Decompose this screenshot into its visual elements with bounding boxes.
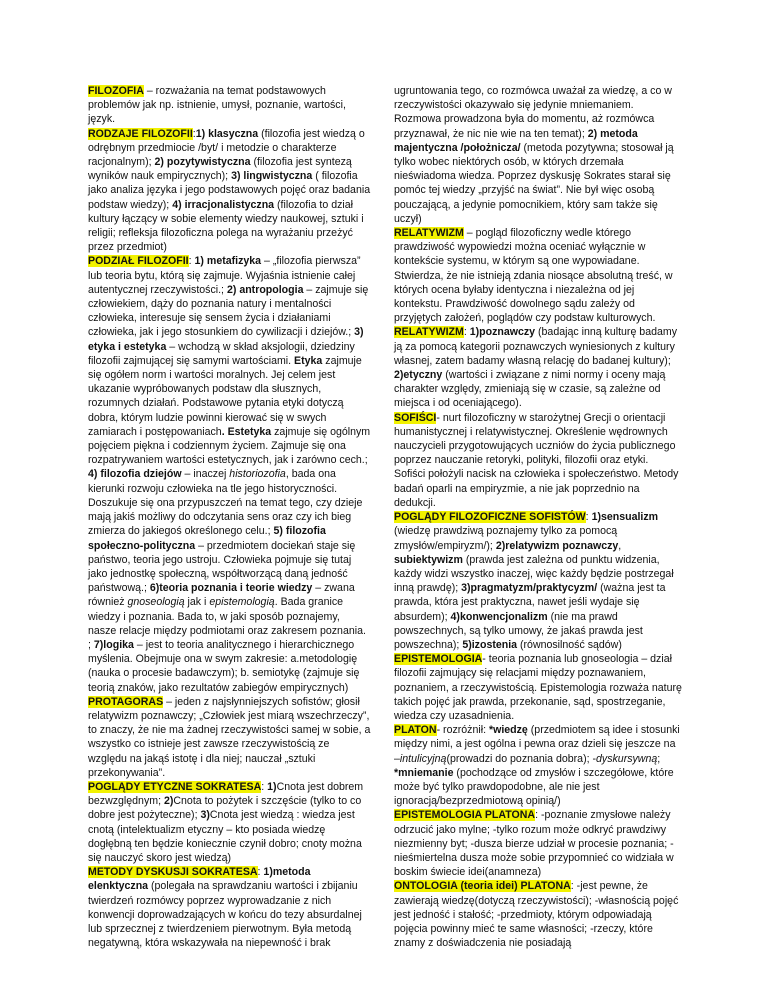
text-run: (równosilność sądów): [517, 638, 622, 651]
bold-term: 3)pragmatyzm/praktycyzm/: [461, 582, 598, 595]
bold-term: 3): [200, 809, 210, 822]
text-run: - teoria poznania lub gnoseologia – dział filozofii zajmujący się relacjami między poznawaniem, poznaniem, a rzeczywistością. Epistemologia rozważa naturę takich pojęć jak prawda, przekonanie, sąd, spostrzeganie, wiedza czy uzasadnienia.: [394, 653, 682, 722]
text-run: :: [188, 255, 195, 268]
paragraph: [88, 780, 371, 865]
text-run: – przedmiotem dociekań staje się państwo, teoria jego ustroju. Człowieka pojmuje się tutaj jako jednostkę społeczną, współtworzącą daną jedność państwową.;: [88, 539, 356, 595]
text-run: ,: [618, 539, 622, 552]
bold-term: Estetyka: [227, 425, 272, 438]
bold-term: Etyka: [294, 354, 323, 367]
bold-term: 2) metoda majentyczna /położnicza/: [394, 127, 638, 154]
bold-term: 4) irracjonalistyczna: [172, 198, 275, 211]
paragraph: [394, 411, 682, 510]
heading-term: RELATYWIZM: [394, 326, 464, 339]
text-run: zajmuje się ogółem norm i wartości moralnych. Jej celem jest ukazanie wypróbowanych podstaw dla słusznych, rozumnych działań. Podstawowe pytania etyki dotyczą dobra, którym ludzie powinni kierować się w swych zamiarach i postępowaniach: [88, 354, 362, 438]
heading-term: PROTAGORAS: [88, 695, 164, 708]
heading-term: EPISTEMOLOGIA PLATONA: [394, 809, 536, 822]
heading-term: METODY DYSKUSJI SOKRATESA: [88, 866, 258, 879]
text-run: (wartości i związane z nimi normy i oceny mają charakter względy, zmieniają się w czasie, są zależne od miejsca i od oceniającego).: [394, 369, 666, 410]
text-run: – inaczej: [181, 468, 230, 481]
text-run: – jest to teoria analitycznego i hierarchicznego myślenia. Obejmuje ona w swym zakresie: a.metodologię (nauka o procesie badawczym); b. semiotykę (zajmuje się teorią znaków, jako rezultatów zabiegów empirycznych): [88, 638, 360, 694]
left-column: [88, 84, 371, 950]
bold-term: 5)izostenia: [462, 638, 518, 651]
heading-term: POGLĄDY ETYCZNE SOKRATESA: [88, 780, 262, 793]
bold-term: 4)konwencjonalizm: [450, 610, 548, 623]
bold-term: 5) filozofia społeczno-polityczna: [88, 525, 326, 552]
text-run: - nurt filozoficzny w starożytnej Grecji o orientacji humanistycznej i relatywistycznej. Określenie wędrownych nauczycieli przygotowujących uczniów do życia publicznego poprzez nauczanie retoryki, polityki, filozofii oraz etyki. Sofiści położyli nacisk na człowieka i społeczeństwo. Metody badań oparli na empiryzmie, a nie jak poprzednio na dedukcji.: [394, 411, 679, 509]
text-run: ( filozofia jako analiza języka i jego podstawowych pojęć oraz badania podstaw wiedzy);: [88, 170, 371, 211]
text-run: – zajmuje się człowiekiem, dąży do poznania natury i mentalności człowieka, interesuje się sensem życia i działaniami człowieka, jak i jego stosunkiem do cywilizacji i dziejów.;: [88, 283, 369, 339]
heading-term: EPISTEMOLOGIA: [394, 653, 483, 666]
text-run: (wiedzę prawdziwą poznajemy tylko za pomocą zmysłów/empiryzm/);: [394, 525, 618, 552]
text-run: (pochodzące od zmysłów i szczegółowe, które może być tylko prawdopodobne, ale nie jest ignoracją/bezprzedmiotową opinią/): [394, 766, 674, 808]
text-run: ugruntowania tego, co rozmówca uważał za wiedzę, a co w rzeczywistości okazywało się jedynie mniemaniem. Rozmowa prowadzona była do momentu, aż rozmówca przyznawał, że nic nie wie na ten temat);: [394, 85, 672, 140]
text-run: – rozważania na temat podstawowych problemów jak np. istnienie, umysł, poznanie, wartości, język.: [88, 85, 346, 126]
bold-term: 2) pozytywistyczna: [154, 156, 251, 169]
italic-term: gnoseologią: [127, 596, 185, 609]
bold-term: 1): [267, 780, 277, 793]
text-run: (filozofia to dział kultury łączący w sobie elementy wiedzy naukowej, sztuki i religii; refleksja filozoficzna polega na wyrażaniu przeżyć przez przedmiot): [88, 198, 364, 254]
heading-term: POGLĄDY FILOZOFICZNE SOFISTÓW: [394, 511, 586, 524]
text-run: (filozofia jest wiedzą o odrębnym przedmiocie /byt/ i metodzie o charakterze racjonalnym);: [88, 127, 365, 169]
paragraph: [394, 226, 682, 325]
paragraph: [394, 84, 682, 226]
text-run: (metoda pozytywna; stosował ją tylko wobec niektórych osób, w których drzemała nieświadoma wiedza. Poprzez dyskusję Sokrates starał się pomóc tej wiedzy „przyjść na świat”. Nie był więc osobą pouczającą, a jedynie pomocnikiem, który sam także się uczył): [394, 141, 674, 225]
bold-term: 1)poznawczy: [469, 326, 536, 339]
text-run: (badając inną kulturę badamy ją za pomocą kategorii poznawczych wyniesionych z kultury własnej, zatem badamy własną relację do badanej kultury);: [394, 326, 677, 367]
paragraph: [88, 254, 371, 694]
bold-term: 6)teoria poznania i teorie wiedzy: [149, 582, 313, 595]
heading-term: RODZAJE FILOZOFII: [88, 127, 193, 140]
italic-term: epistemologią: [209, 596, 275, 609]
bold-term: 2)etyczny: [394, 369, 443, 382]
text-run: zajmuje się ogólnym pojęciem piękna i codziennym życiem. Zajmuje się ona rozpatrywaniem wartości estetycznych, jak i zarówno cech.;: [88, 425, 371, 467]
heading-term: ONTOLOGIA (teoria idei) PLATONA: [394, 880, 571, 893]
heading-term: PODZIAŁ FILOZOFII: [88, 255, 189, 268]
heading-term: RELATYWIZM: [394, 227, 464, 240]
paragraph: [394, 808, 682, 879]
text-run: (przedmiotem są idee i stosunki między nimi, a jest ogólna i pewna oraz dzieli się jeszcze na –: [394, 724, 680, 765]
text-run: (prowadzi do poznania dobra); -: [446, 752, 597, 765]
bold-term: *wiedzę: [488, 724, 528, 737]
text-run: – pogląd filozoficzny wedle którego prawdziwość wypowiedzi można oceniać wyłącznie w kontekście systemu, w którym są one wypowiadane. Stwierdza, że nie istnieją zdania niosące absolutną treść, w których ocena byłaby identyczna i niezależna od jej kontekstu. Prawdziwość dowolnego sądu zależy od przyjętych założeń, poglądów czy podstaw kulturowych.: [394, 227, 673, 325]
paragraph: [394, 325, 682, 410]
italic-term: dyskursywną: [596, 752, 658, 765]
text-run: (nie ma prawd powszechnych, są tylko umowy, że jakaś prawda jest powszechna);: [394, 610, 643, 651]
bold-term: 3) etyka i estetyka: [88, 326, 364, 353]
bold-term: 4) filozofia dziejów: [88, 468, 182, 481]
bold-term: 3) lingwistyczna: [231, 170, 313, 183]
italic-term: historiozofia: [229, 468, 286, 481]
text-run: (filozofia jest syntezą wyników nauk empirycznych);: [88, 156, 352, 183]
paragraph: [394, 879, 682, 950]
bold-term: 1) metafizyka: [194, 255, 262, 268]
bold-term: 2)relatywizm poznawczy: [495, 539, 619, 552]
bold-term: 1)sensualizm: [591, 511, 659, 524]
paragraph: [88, 84, 371, 127]
text-run: (polegała na sprawdzaniu wartości i zbijaniu twierdzeń rozmówcy poprzez wyprowadzanie z nich konwencji doprowadzających w końcu do tezy absurdalnej lub sprzecznej z twierdzeniem pierwotnym. Była metodą negatywną, która wskazywała na niepewność i brak: [88, 880, 362, 950]
text-run: (prawda jest zależna od punktu widzenia, każdy widzi wszystko inaczej, więc każdy będzie postrzegał inną prawdę);: [394, 553, 674, 595]
text-run: Cnota jest dobrem bezwzględnym;: [88, 780, 364, 808]
paragraph: [88, 865, 371, 950]
text-run: – wchodzą w skład aksjologii, dziedziny filozofii zajmującej się samymi wartościami.: [88, 340, 355, 367]
paragraph: [394, 510, 682, 652]
italic-term: intulicyjną: [399, 752, 447, 765]
text-run: : -jest pewne, że zawierają wiedzę(dotyczą rzeczywistości); -własnością pojęć jest jedność i stałość; -przedmioty, którym odpowiadają pojęcia powinny mieć te same własności; -rzeczy, które znamy z doświadczenia nie posiadają: [394, 880, 679, 950]
text-run: , bada ona kierunki rozwoju człowieka na tle jego historyczności. Doszukuje się ona przypuszczeń na temat tego, czy dzieje mają jakiś możliwy do odczytania sens oraz czy ich bieg zmierza do jakiegoś określonego celu.;: [88, 468, 363, 538]
text-run: Cnota to pożytek i szczęście (tylko to co dobre jest pożyteczne);: [88, 795, 362, 822]
text-run: – „filozofia pierwsza” lub teoria bytu, którą się zajmuje. Wyjaśnia istnienie całej autentycznej rzeczywistości.;: [88, 255, 361, 296]
bold-term: subiektywizm: [394, 553, 463, 566]
paragraph: [88, 695, 371, 780]
paragraph: [394, 723, 682, 808]
heading-term: FILOZOFIA: [88, 85, 144, 97]
bold-term: 7)logika: [93, 638, 134, 651]
paragraph: [88, 127, 371, 255]
bold-term: .: [221, 425, 225, 438]
text-run: :: [261, 780, 268, 793]
text-run: :: [192, 127, 196, 140]
text-run: ;: [657, 752, 661, 765]
heading-term: PLATON: [394, 724, 437, 737]
text-run: :: [585, 511, 592, 524]
text-run: (ważna jest ta prawda, która jest praktyczna, nawet jeśli wydaje się absurdem);: [394, 582, 666, 623]
paragraph: [394, 652, 682, 723]
text-run: . Bada granice wiedzy i poznania. Bada to, w jaki sposób poznajemy, nasze relacje między podmiotami oraz zakresem poznania. ;: [88, 596, 366, 651]
bold-term: 2): [163, 795, 174, 808]
text-run: :: [463, 326, 470, 339]
text-run: - rozróżnił:: [436, 724, 489, 737]
bold-term: 2) antropologia: [226, 283, 304, 296]
text-run: : -poznanie zmysłowe należy odrzucić jako mylne; -tylko rozum może odkryć prawdziwy niezmienny byt; -dusza bierze udział w procesie poznania; -nieśmiertelna dusza może sobie przypomnieć co widziała w boskim świecie idei(anamneza): [394, 809, 674, 879]
text-run: – jeden z najsłynniejszych sofistów; głosił relatywizm poznawczy; „Człowiek jest miarą wszechrzeczy”, to znaczy, że nie ma żadnej rzeczywistości samej w sobie, a wszystko co istnieje jest zawsze rzeczywistością ze względu na jakąś istotę i dla niej; nauczał „sztuki przekonywania”.: [88, 695, 371, 779]
heading-term: SOFIŚCI: [394, 411, 437, 424]
bold-term: 1)metoda elenktyczna: [88, 866, 311, 893]
text-run: jak i: [184, 596, 210, 609]
bold-term: *mniemanie: [394, 766, 454, 779]
right-column: [394, 84, 682, 950]
bold-term: 1) klasyczna: [195, 127, 259, 140]
text-run: – zwana również: [88, 582, 355, 609]
text-run: :: [257, 866, 264, 879]
text-run: Cnota jest wiedzą : wiedza jest cnotą (intelektualizm etyczny – kto posiada wiedzę dogłębną ten będzie koniecznie czynił dobro; cnoty można się nauczyć skoro jest wiedzą): [88, 809, 362, 864]
